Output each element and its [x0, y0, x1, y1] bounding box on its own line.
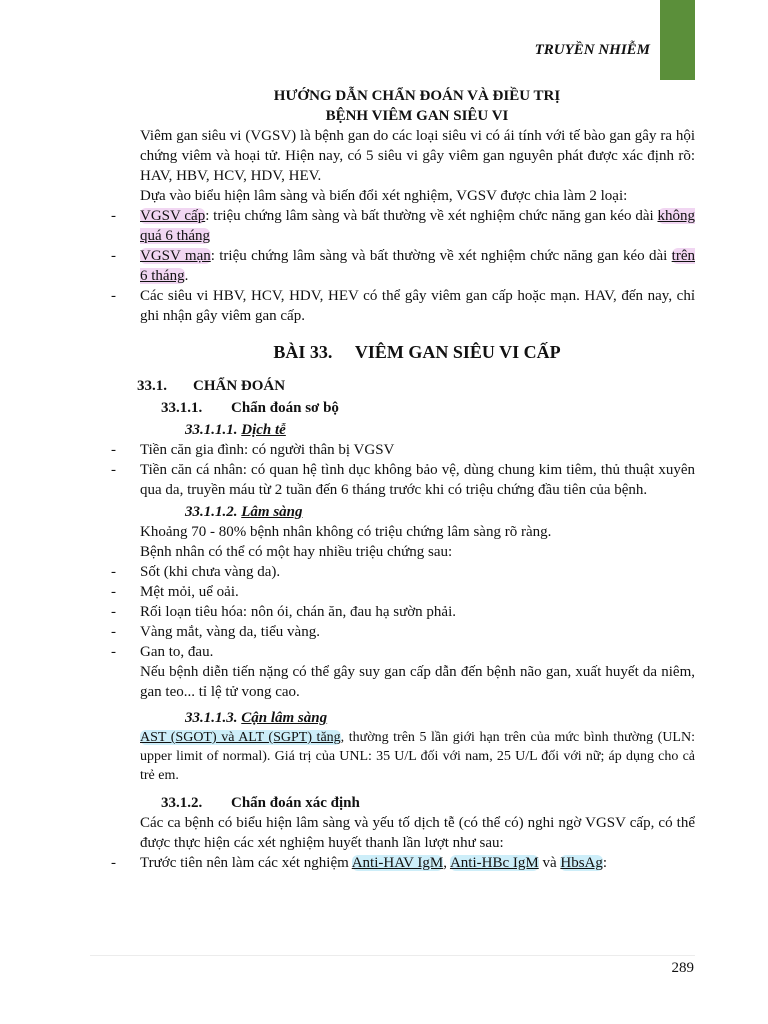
section-heading-33-1-1-3: 33.1.1.3. Cận lâm sàng — [185, 710, 328, 726]
list-item: - Vàng mắt, vàng da, tiểu vàng. — [111, 622, 695, 642]
list-item: - Tiền căn cá nhân: có quan hệ tình dục không bảo vệ, dùng chung kim tiêm, thủ thuật xuyên qua da, truyền máu từ 2 tuần đến 6 tháng trước khi có triệu chứng đầu tiên của bệnh. — [111, 460, 695, 500]
intro-paragraph-1: Viêm gan siêu vi (VGSV) là bệnh gan do các loại siêu vi có ái tính với tế bào gan gây ra hội chứng viêm và hoại tử. Hiện nay, có 5 siêu vi gây viêm gan nguyên phát được xác định rõ: HAV, HBV, HCV, HDV, HEV. — [140, 128, 695, 184]
lamsang-paragraph-1: Khoảng 70 - 80% bệnh nhân không có triệu chứng lâm sàng rõ ràng. — [140, 524, 552, 540]
list-item: - Rối loạn tiêu hóa: nôn ói, chán ăn, đau hạ sườn phải. — [111, 602, 695, 622]
highlight-duration: trên 6 tháng — [140, 248, 695, 284]
list-item: - Tiền căn gia đình: có người thân bị VGSV — [111, 440, 695, 460]
highlight-hbsag: HbsAg — [560, 855, 603, 871]
term-vgsv-man: VGSV mạn — [140, 248, 211, 264]
list-item: - Gan to, đau. — [111, 642, 695, 662]
list-item: - Mệt mỏi, uể oải. — [111, 582, 695, 602]
list-item: - Trước tiên nên làm các xét nghiệm Anti-HAV IgM, Anti-HBc IgM và HbsAg: — [111, 853, 695, 873]
highlight-ast-alt: AST (SGOT) và ALT (SGPT) tăng — [140, 730, 341, 745]
section-heading-33-1-2: 33.1.2. Chẩn đoán xác định — [161, 795, 360, 811]
chapter-heading: BÀI 33. VIÊM GAN SIÊU VI CẤP — [273, 342, 561, 362]
footer-divider — [90, 955, 695, 956]
section-heading-33-1-1-1: 33.1.1.1. Dịch tễ — [185, 422, 286, 438]
section-heading-33-1-1: 33.1.1. Chẩn đoán sơ bộ — [161, 400, 339, 416]
document-title-line2: BỆNH VIÊM GAN SIÊU VI — [325, 108, 509, 124]
intro-paragraph-2: Dựa vào biểu hiện lâm sàng và biến đổi xét nghiệm, VGSV được chia làm 2 loại: — [140, 188, 628, 204]
highlight-duration: không quá 6 tháng — [140, 208, 695, 244]
xacdinh-paragraph: Các ca bệnh có biểu hiện lâm sàng và yếu tố dịch tễ (có thể có) nghi ngờ VGSV cấp, có thể được thực hiện các xét nghiệm huyết thanh lần lượt như sau: — [140, 815, 695, 851]
list-item: - VGSV cấp: triệu chứng lâm sàng và bất thường về xét nghiệm chức năng gan kéo dài không quá 6 tháng — [111, 206, 695, 246]
page-content — [111, 86, 695, 873]
highlight-anti-hbc-igm: Anti-HBc IgM — [449, 855, 539, 871]
lamsang-paragraph-2: Bệnh nhân có thể có một hay nhiều triệu chứng sau: — [140, 544, 453, 560]
list-item: - Các siêu vi HBV, HCV, HDV, HEV có thể gây viêm gan cấp hoặc mạn. HAV, đến nay, chỉ ghi nhận gây viêm gan cấp. — [111, 286, 695, 326]
highlight-anti-hav-igm: Anti-HAV IgM — [351, 855, 444, 871]
canlamsang-paragraph: AST (SGOT) và ALT (SGPT) tăng, thường trên 5 lần giới hạn trên của mức bình thường (ULN: upper limit of normal). Giá trị của UNL: 35 U/L đối với nam, 25 U/L đối với nữ; áp dụng cho cả trẻ em. — [140, 730, 695, 783]
section-heading-33-1-1-2: 33.1.1.2. Lâm sàng — [185, 504, 303, 520]
list-item: - Sốt (khi chưa vàng da). — [111, 562, 695, 582]
page-number: 289 — [671, 960, 694, 976]
lamsang-paragraph-3: Nếu bệnh diễn tiến nặng có thể gây suy gan cấp dẫn đến bệnh não gan, xuất huyết da niêm, gan teo... tỉ lệ tử vong cao. — [140, 664, 695, 700]
section-header: TRUYỀN NHIỄM — [534, 42, 650, 58]
section-heading-33-1: 33.1. CHẨN ĐOÁN — [137, 378, 286, 394]
section-color-tab — [660, 0, 695, 80]
list-item: - VGSV mạn: triệu chứng lâm sàng và bất thường về xét nghiệm chức năng gan kéo dài trên 6 tháng. — [111, 246, 695, 286]
term-vgsv-cap: VGSV cấp — [140, 208, 206, 224]
document-title-line1: HƯỚNG DẪN CHẨN ĐOÁN VÀ ĐIỀU TRỊ — [273, 88, 561, 104]
